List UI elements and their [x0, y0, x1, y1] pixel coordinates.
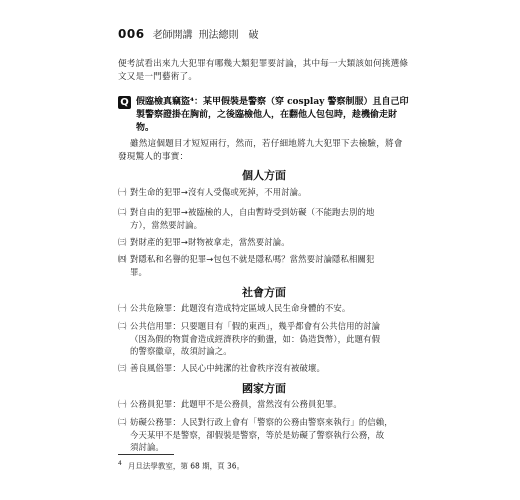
item-number: ㈠ — [118, 187, 127, 197]
item-text: 的警察徽章，故須討論之。 — [130, 346, 232, 356]
item-text: 對生命的犯罪→沒有人受傷或死掉，不用討論。 — [130, 187, 307, 197]
footnote-mark: 4 — [118, 460, 122, 467]
item-text: 須討論。 — [130, 442, 164, 452]
item-text: （因為假的物質會造成經濟秩序的動盪，如：偽造貨幣），此題有假 — [130, 333, 381, 344]
item-text: 罪。 — [130, 266, 147, 277]
item-number: ㈠ — [118, 399, 127, 409]
list-item — [118, 320, 410, 358]
book-subtitle: 刑法總則 破 — [198, 30, 259, 41]
intro-line: 便考試看出來九大犯罪有哪幾大類犯罪要討論，其中每一大類該如何挑選條 — [118, 59, 409, 69]
item-number: ㈣ — [118, 254, 127, 264]
page-header — [118, 26, 259, 41]
footnote — [118, 460, 244, 472]
footnote-divider — [118, 454, 174, 455]
analysis-line: 發現驚人的事實： — [118, 152, 189, 162]
list-item — [118, 253, 410, 278]
question-block — [118, 96, 410, 135]
item-text: 公共信用罪：只要題目有「假的東西」，幾乎都會有公共信用的討論 — [130, 321, 381, 331]
question-line: 製警察證掛在胸前，之後臨檢他人，在翻他人包包時，趁機偷走財 — [136, 110, 398, 120]
item-text: 對隱私和名譽的犯罪→包包不就是隱私嗎？當然要討論隱私相關犯 — [130, 254, 375, 264]
item-text: 公務員犯罪：此題甲不是公務員，當然沒有公務員犯罪。 — [130, 399, 342, 409]
intro-paragraph — [118, 58, 410, 84]
book-title: 老師開講 — [152, 30, 193, 41]
item-text: 方），當然要討論。 — [130, 219, 203, 230]
analysis-line: 雖然這個題目才短短兩行，然而，若仔細地將九大犯罪下去檢驗，將會 — [130, 139, 403, 149]
list-item — [118, 302, 410, 315]
item-text: 對財產的犯罪→財物被拿走，當然要討論。 — [130, 237, 290, 247]
list-item — [118, 186, 410, 199]
item-number: ㈢ — [118, 363, 127, 373]
item-text: 公共危險罪：此題沒有造成特定區域人民生命身體的不安。 — [130, 303, 351, 313]
question-line: 假臨檢真竊盜⁴：某甲假裝是警察（穿 cosplay 警察制服）且自己印 — [136, 97, 409, 107]
question-line: 物。 — [136, 123, 155, 133]
question-icon: Q — [118, 96, 131, 109]
item-number: ㈡ — [118, 417, 127, 427]
section-heading: 個人方面 — [242, 169, 286, 182]
section-heading: 社會方面 — [242, 286, 286, 299]
list-item — [118, 206, 410, 231]
list-item — [118, 416, 410, 454]
list-item — [118, 398, 410, 411]
item-text: 對自由的犯罪→被臨檢的人，自由暫時受到妨礙（不能跑去別的地 — [130, 207, 375, 217]
item-number: ㈢ — [118, 237, 127, 247]
analysis-paragraph — [118, 138, 410, 164]
page-number: 006 — [118, 27, 145, 41]
item-number: ㈡ — [118, 207, 127, 217]
list-item — [118, 362, 410, 375]
item-text: 妨礙公務罪：人民對行政上會有「警察的公務由警察來執行」的信賴， — [130, 417, 393, 427]
list-item — [118, 236, 410, 249]
item-text: 今天某甲不是警察，卻假裝是警察，等於是妨礙了警察執行公務，故 — [130, 429, 385, 440]
section-heading: 國家方面 — [242, 382, 286, 395]
question-text — [136, 96, 410, 135]
item-number: ㈡ — [118, 321, 127, 331]
item-number: ㈠ — [118, 303, 127, 313]
item-text: 善良風俗罪：人民心中純潔的社會秩序沒有被破壞。 — [130, 363, 325, 373]
intro-line: 文又是一門藝術了。 — [118, 72, 198, 82]
footnote-text: 月旦法學教室，第 68 期，頁 36。 — [127, 461, 245, 471]
